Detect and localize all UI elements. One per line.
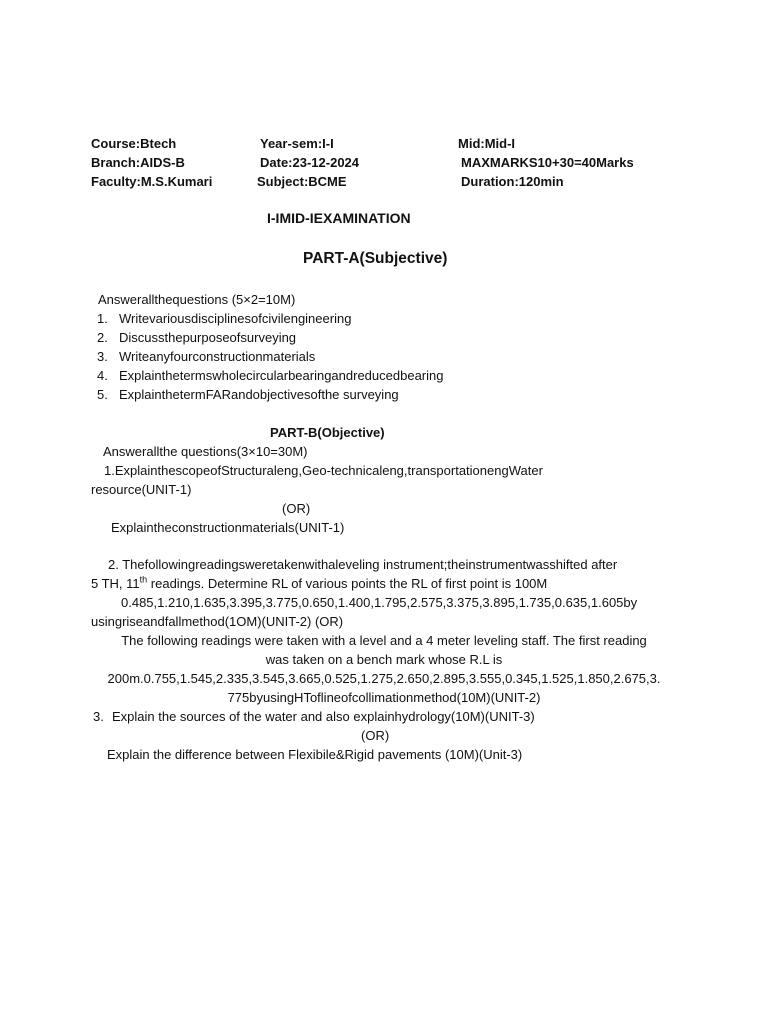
or-separator: (OR) [361, 728, 390, 743]
duration-label: Duration:120min [461, 174, 564, 189]
question-2-alt-line-4: 775byusingHToflineofcollimationmethod(10M)(UNIT-2) [227, 690, 541, 705]
question-2-alt-line-1: The following readings were taken with a level and a 4 meter leveling staff. The first reading [121, 633, 647, 648]
question-3-text: Explain the sources of the water and also explainhydrology(10M)(UNIT-3) [112, 709, 535, 724]
exam-title: I-IMID-IEXAMINATION [267, 210, 411, 226]
question-2-line-4: usingriseandfallmethod(1OM)(UNIT-2) (OR) [91, 614, 344, 629]
question-3-number: 3. [93, 709, 104, 724]
question-2-line-2-start: 5 TH, 11 [91, 576, 140, 591]
part-b-instruction: Answerallthe questions(3×10=30M) [103, 444, 308, 459]
or-separator: (OR) [282, 501, 311, 516]
part-a-instruction: Answerallthequestions (5×2=10M) [98, 292, 296, 307]
question-1-line-1: 1.ExplainthescopeofStructuraleng,Geo-technicaleng,transportationengWater [104, 463, 543, 478]
ordinal-superscript: th [139, 574, 148, 585]
question-text: ExplainthetermFARandobjectivesofthe surveying [119, 387, 399, 402]
max-marks-label: MAXMARKS10+30=40Marks [461, 155, 634, 170]
faculty-label: Faculty:M.S.Kumari [91, 174, 213, 189]
course-label: Course:Btech [91, 136, 177, 151]
question-number: 4. [97, 368, 108, 383]
question-text: Discussthepurposeofsurveying [119, 330, 297, 345]
question-number: 1. [97, 311, 108, 326]
part-b-title: PART-B(Objective) [270, 425, 385, 440]
question-text: Writevariousdisciplinesofcivilengineering [119, 311, 352, 326]
question-1-line-2: resource(UNIT-1) [91, 482, 192, 497]
mid-label: Mid:Mid-I [458, 136, 516, 151]
date-label: Date:23-12-2024 [260, 155, 360, 170]
question-text: Explainthetermswholecircularbearingandreducedbearing [119, 368, 444, 383]
question-2-line-1: 2. Thefollowingreadingsweretakenwithaleveling instrument;theinstrumentwasshifted after [108, 557, 618, 572]
question-2-line-2 [91, 576, 547, 592]
part-a-title: PART-A(Subjective) [303, 250, 448, 267]
question-number: 2. [97, 330, 108, 345]
question-1-alternative: Explaintheconstructionmaterials(UNIT-1) [111, 520, 345, 535]
question-2-alt-readings: 200m.0.755,1.545,2.335,3.545,3.665,0.525,1.275,2.650,2.895,3.555,0.345,1.525,1.850,2.675,3. [107, 671, 661, 686]
question-2-readings: 0.485,1.210,1.635,3.395,3.775,0.650,1.400,1.795,2.575,3.375,3.895,1.735,0.635,1.605by [121, 595, 638, 610]
branch-label: Branch:AIDS-B [91, 155, 185, 170]
question-3-alternative: Explain the difference between Flexibile&Rigid pavements (10M)(Unit-3) [107, 747, 523, 762]
year-sem-label: Year-sem:I-I [260, 136, 334, 151]
question-number: 5. [97, 387, 108, 402]
subject-label: Subject:BCME [257, 174, 347, 189]
question-text: Writeanyfourconstructionmaterials [119, 349, 316, 364]
question-number: 3. [97, 349, 108, 364]
question-2-alt-line-2: was taken on a bench mark whose R.L is [265, 652, 503, 667]
question-2-line-2-end: readings. Determine RL of various points the RL of first point is 100M [147, 576, 548, 591]
